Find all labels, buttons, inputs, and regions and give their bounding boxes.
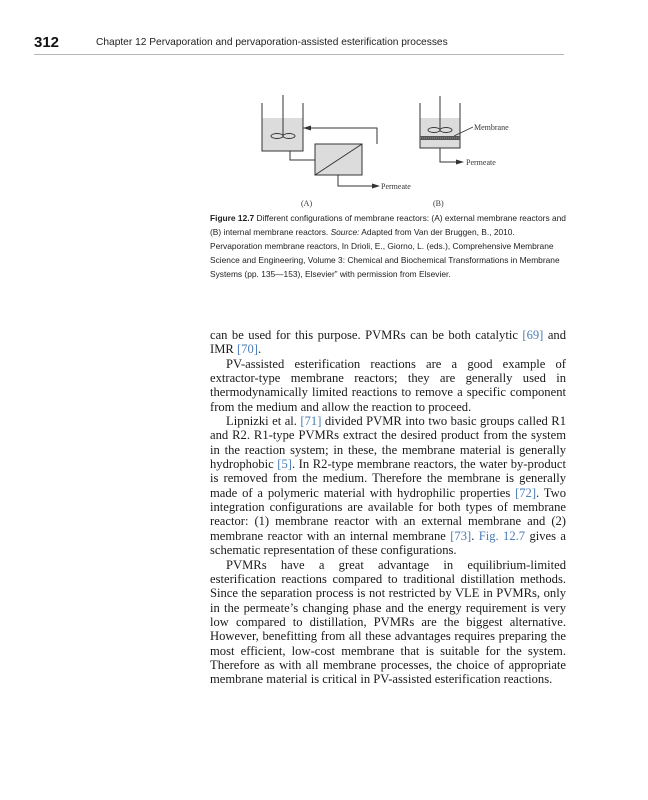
text-run: . In R2-type membrane reactors, the water by-product is removed from the medium. Therefore the membrane is generally made of a polymeric material with hydrophilic properties (210, 457, 566, 500)
reference-link[interactable]: [5] (277, 457, 292, 472)
text-run: divided PVMR into two basic groups called R1 and R2. R1-type PVMRs extract the desired product from the system in the reaction system; in these, the membrane material is generally hydrophobic (210, 414, 566, 472)
permeate-pipe-a (338, 175, 372, 186)
figure-12-7 (0, 0, 648, 300)
text-run: . (471, 528, 479, 543)
text-run: . (257, 342, 262, 357)
caption-source-text: Adapted from Van der Bruggen, B., 2010. Pervaporation membrane reactors, In Drioli, E., Giorno, L. (eds.), Comprehensive Membrane Science and Engineering, Volume 3: Chemical and Biochemical Transformations in Membrane Systems (pp. 135—153), Elsevier” with permission from Elsevier. (210, 227, 560, 279)
running-head: Chapter 12 Pervaporation and pervaporation-assisted esterification processes (96, 37, 448, 48)
body-text (210, 328, 566, 687)
reference-link[interactable]: [72] (515, 485, 537, 500)
paragraph-3 (210, 414, 566, 557)
return-pipe (290, 151, 315, 160)
text-run: . Two integration configurations are available for both types of membrane reactor: (1) membrane reactor with an external membrane and (2) membrane reactor with an internal membrane (210, 485, 566, 543)
reference-link[interactable]: [71] (300, 414, 322, 429)
text-run: and IMR (210, 328, 566, 357)
reactor-b (420, 96, 460, 148)
reactor-a (262, 95, 303, 151)
caption-source-label: Source: (330, 227, 360, 237)
page-number: 312 (34, 34, 60, 51)
paragraph-4 (210, 558, 566, 687)
panel-a-label: (A) (301, 199, 313, 208)
paragraph-2 (210, 357, 566, 414)
text-run: Lipnizki et al. (226, 414, 301, 429)
paragraph-1 (210, 328, 566, 357)
text-run: can be used for this purpose. PVMRs can be both catalytic (210, 328, 523, 342)
caption-label: Figure 12.7 (210, 213, 255, 223)
panel-b-label: (B) (433, 199, 444, 208)
arrow-permeate-b (456, 160, 464, 165)
reference-link[interactable]: [70] (236, 342, 258, 357)
reference-link[interactable]: [73] (450, 528, 472, 543)
arrow-return-to-reactor (303, 126, 311, 131)
figure-caption (210, 211, 566, 281)
caption-title: Different configurations of membrane reactors: (A) external membrane reactors and (B) internal membrane reactors. (210, 213, 566, 237)
text-run: PV-assisted esterification reactions are a good example of extractor-type membrane reactors; they are generally used in thermodynamically limited reactions to remove a specific component from the medium and allow the reaction to proceed. (210, 356, 566, 414)
arrow-permeate-a (372, 184, 380, 189)
reference-link[interactable]: [69] (522, 328, 544, 342)
label-permeate-b: Permeate (466, 158, 496, 167)
reference-link[interactable]: Fig. 12.7 (478, 528, 526, 543)
permeate-pipe-b (440, 148, 456, 162)
label-permeate-a: Permeate (381, 182, 411, 191)
text-run: gives a schematic representation of these configurations. (210, 528, 566, 558)
retentate-pipe (303, 128, 377, 144)
label-membrane-b: Membrane (474, 123, 509, 132)
external-membrane-module (315, 144, 362, 175)
text-run: PVMRs have a great advantage in equilibrium-limited esterification reactions compared to traditional distillation methods. Since the separation process is not restricted by VLE in PVMRs, only in the permeate’s changing phase and the energy requirement is very low compared to distillation, PVMRs are the biggest alternative. However, benefitting from all these advantages requires preparing the most efficient, low-cost membrane that is suitable for the system. Therefore as with all membrane processes, the choice of appropriate membrane material is critical in PV-assisted esterification reactions. (210, 557, 566, 687)
